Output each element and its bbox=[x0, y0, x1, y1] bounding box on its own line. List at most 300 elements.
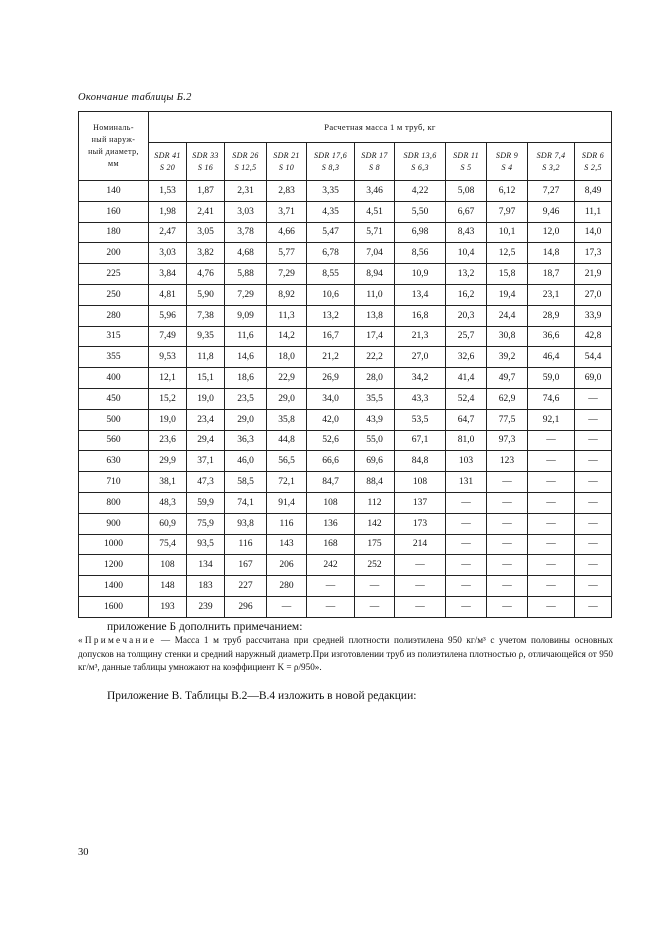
mass-cell: 4,68 bbox=[225, 243, 267, 264]
mass-cell: 23,1 bbox=[528, 284, 575, 305]
mass-cell: — bbox=[575, 513, 612, 534]
mass-cell: 183 bbox=[187, 576, 225, 597]
mass-cell: 59,0 bbox=[528, 368, 575, 389]
mass-cell: 18,6 bbox=[225, 368, 267, 389]
mass-cell: 22,2 bbox=[355, 347, 395, 368]
diameter-cell: 315 bbox=[79, 326, 149, 347]
mass-cell: 3,82 bbox=[187, 243, 225, 264]
mass-cell: 14,2 bbox=[267, 326, 307, 347]
mass-cell: 36,6 bbox=[528, 326, 575, 347]
sdr-column-header bbox=[355, 143, 395, 181]
mass-cell: 9,53 bbox=[149, 347, 187, 368]
mass-cell: 26,9 bbox=[307, 368, 355, 389]
diameter-cell: 1400 bbox=[79, 576, 149, 597]
mass-cell: 131 bbox=[446, 472, 487, 493]
mass-cell: 93,5 bbox=[187, 534, 225, 555]
mass-cell: 18,0 bbox=[267, 347, 307, 368]
diameter-cell: 280 bbox=[79, 305, 149, 326]
table-row bbox=[79, 409, 612, 430]
sdr-column-header bbox=[187, 143, 225, 181]
mass-cell: 123 bbox=[487, 451, 528, 472]
mass-cell: 35,8 bbox=[267, 409, 307, 430]
mass-cell: 10,4 bbox=[446, 243, 487, 264]
table-row bbox=[79, 264, 612, 285]
sdr-label: SDR 26 bbox=[232, 150, 259, 160]
diameter-cell: 900 bbox=[79, 513, 149, 534]
mass-cell: 108 bbox=[149, 555, 187, 576]
mass-cell: 112 bbox=[355, 492, 395, 513]
table-row bbox=[79, 388, 612, 409]
sdr-column-header bbox=[487, 143, 528, 181]
mass-cell: — bbox=[487, 596, 528, 617]
mass-cell: — bbox=[446, 596, 487, 617]
mass-cell: 13,2 bbox=[307, 305, 355, 326]
mass-cell: 75,9 bbox=[187, 513, 225, 534]
mass-cell: 280 bbox=[267, 576, 307, 597]
mass-cell: — bbox=[575, 492, 612, 513]
mass-cell: — bbox=[528, 534, 575, 555]
s-label: S 2,5 bbox=[584, 162, 602, 172]
mass-cell: 7,97 bbox=[487, 201, 528, 222]
s-label: S 12,5 bbox=[234, 162, 257, 172]
mass-cell: 22,9 bbox=[267, 368, 307, 389]
mass-cell: 60,9 bbox=[149, 513, 187, 534]
mass-cell: 5,90 bbox=[187, 284, 225, 305]
table-row bbox=[79, 596, 612, 617]
mass-cell: — bbox=[528, 596, 575, 617]
table-row bbox=[79, 347, 612, 368]
mass-cell: 175 bbox=[355, 534, 395, 555]
mass-cell: 4,22 bbox=[395, 181, 446, 202]
mass-cell: 21,9 bbox=[575, 264, 612, 285]
mass-cell: 84,8 bbox=[395, 451, 446, 472]
mass-cell: 4,76 bbox=[187, 264, 225, 285]
mass-cell: — bbox=[575, 596, 612, 617]
mass-cell: 242 bbox=[307, 555, 355, 576]
s-label: S 10 bbox=[278, 162, 295, 172]
mass-cell: 2,41 bbox=[187, 201, 225, 222]
mass-cell: 8,92 bbox=[267, 284, 307, 305]
mass-cell: 14,6 bbox=[225, 347, 267, 368]
mass-cell: 46,0 bbox=[225, 451, 267, 472]
mass-cell: 12,0 bbox=[528, 222, 575, 243]
mass-cell: 54,4 bbox=[575, 347, 612, 368]
mass-cell: 173 bbox=[395, 513, 446, 534]
mass-cell: 5,47 bbox=[307, 222, 355, 243]
diameter-cell: 355 bbox=[79, 347, 149, 368]
mass-cell: 16,2 bbox=[446, 284, 487, 305]
pipe-mass-table bbox=[78, 111, 612, 618]
diameter-cell: 630 bbox=[79, 451, 149, 472]
mass-cell: 23,5 bbox=[225, 388, 267, 409]
mass-cell: 24,4 bbox=[487, 305, 528, 326]
mass-cell: 62,9 bbox=[487, 388, 528, 409]
mass-cell: 84,7 bbox=[307, 472, 355, 493]
mass-cell: 193 bbox=[149, 596, 187, 617]
mass-cell: 13,4 bbox=[395, 284, 446, 305]
table-row bbox=[79, 451, 612, 472]
table-row bbox=[79, 243, 612, 264]
sdr-column-header bbox=[307, 143, 355, 181]
diameter-column-header: Номиналь- ный наруж- ный диаметр, мм bbox=[79, 112, 149, 181]
mass-cell: 16,8 bbox=[395, 305, 446, 326]
mass-cell: — bbox=[528, 451, 575, 472]
sdr-label: SDR 17,6 bbox=[313, 150, 348, 160]
mass-cell: 25,7 bbox=[446, 326, 487, 347]
mass-cell: 239 bbox=[187, 596, 225, 617]
mass-cell: 34,0 bbox=[307, 388, 355, 409]
mass-cell: 3,03 bbox=[149, 243, 187, 264]
mass-cell: 29,0 bbox=[225, 409, 267, 430]
mass-cell: 1,53 bbox=[149, 181, 187, 202]
mass-cell: 97,3 bbox=[487, 430, 528, 451]
mass-cell: — bbox=[446, 492, 487, 513]
table-row bbox=[79, 181, 612, 202]
mass-cell: 4,35 bbox=[307, 201, 355, 222]
mass-cell: 47,3 bbox=[187, 472, 225, 493]
mass-cell: 35,5 bbox=[355, 388, 395, 409]
mass-cell: 3,84 bbox=[149, 264, 187, 285]
mass-cell: — bbox=[446, 513, 487, 534]
note-paragraph bbox=[78, 634, 613, 675]
sdr-column-header bbox=[528, 143, 575, 181]
mass-cell: 52,4 bbox=[446, 388, 487, 409]
diameter-cell: 140 bbox=[79, 181, 149, 202]
mass-cell: 2,31 bbox=[225, 181, 267, 202]
s-label: S 4 bbox=[501, 162, 513, 172]
diameter-cell: 710 bbox=[79, 472, 149, 493]
mass-cell: 8,56 bbox=[395, 243, 446, 264]
s-label: S 6,3 bbox=[411, 162, 429, 172]
table-row bbox=[79, 326, 612, 347]
mass-cell: 108 bbox=[307, 492, 355, 513]
mass-cell: 28,9 bbox=[528, 305, 575, 326]
mass-cell: 7,29 bbox=[225, 284, 267, 305]
sdr-label: SDR 17 bbox=[361, 150, 388, 160]
mass-cell: 108 bbox=[395, 472, 446, 493]
mass-cell: 1,98 bbox=[149, 201, 187, 222]
sdr-column-header bbox=[149, 143, 187, 181]
mass-cell: 17,4 bbox=[355, 326, 395, 347]
mass-cell: 5,88 bbox=[225, 264, 267, 285]
mass-cell: 11,6 bbox=[225, 326, 267, 347]
mass-cell: 7,04 bbox=[355, 243, 395, 264]
table-caption: Окончание таблицы Б.2 bbox=[78, 92, 192, 103]
mass-cell: 21,2 bbox=[307, 347, 355, 368]
mass-cell: — bbox=[528, 513, 575, 534]
mass-cell: 116 bbox=[225, 534, 267, 555]
mass-cell: 48,3 bbox=[149, 492, 187, 513]
mass-cell: 142 bbox=[355, 513, 395, 534]
mass-cell: 23,6 bbox=[149, 430, 187, 451]
sdr-label: SDR 41 bbox=[154, 150, 181, 160]
mass-cell: — bbox=[575, 555, 612, 576]
table-row bbox=[79, 492, 612, 513]
mass-cell: 12,5 bbox=[487, 243, 528, 264]
mass-cell: — bbox=[355, 596, 395, 617]
mass-cell: 9,35 bbox=[187, 326, 225, 347]
table-row bbox=[79, 222, 612, 243]
mass-cell: 4,81 bbox=[149, 284, 187, 305]
sdr-label: SDR 7,4 bbox=[536, 150, 566, 160]
mass-cell: 167 bbox=[225, 555, 267, 576]
s-label: S 3,2 bbox=[542, 162, 560, 172]
mass-cell: 6,98 bbox=[395, 222, 446, 243]
mass-cell: 39,2 bbox=[487, 347, 528, 368]
mass-cell: 14,8 bbox=[528, 243, 575, 264]
mass-cell: 14,0 bbox=[575, 222, 612, 243]
sdr-column-header bbox=[225, 143, 267, 181]
s-label: S 20 bbox=[159, 162, 176, 172]
s-label: S 5 bbox=[460, 162, 472, 172]
mass-cell: — bbox=[575, 388, 612, 409]
mass-cell: — bbox=[395, 576, 446, 597]
diameter-cell: 225 bbox=[79, 264, 149, 285]
mass-cell: 168 bbox=[307, 534, 355, 555]
s-label: S 8 bbox=[369, 162, 380, 172]
s-label: S 16 bbox=[197, 162, 214, 172]
mass-cell: — bbox=[446, 534, 487, 555]
mass-cell: — bbox=[575, 409, 612, 430]
mass-cell: 17,3 bbox=[575, 243, 612, 264]
mass-cell: — bbox=[355, 576, 395, 597]
mass-cell: 3,05 bbox=[187, 222, 225, 243]
mass-cell: 38,1 bbox=[149, 472, 187, 493]
note-text: — Масса 1 м труб рассчитана при средней плотности полиэтилена 950 кг/м³ с учетом половины основных допусков на толщину стенки и средний наружный диаметр.При изготовлении труб из полиэтилена плотностью ρ, отличающейся от 950 кг/м³, данные таблицы умножают на коэффициент K = ρ/950». bbox=[78, 635, 613, 672]
mass-group-header: Расчетная масса 1 м труб, кг bbox=[149, 112, 612, 143]
diameter-cell: 200 bbox=[79, 243, 149, 264]
mass-cell: 134 bbox=[187, 555, 225, 576]
mass-cell: — bbox=[395, 555, 446, 576]
mass-cell: 3,71 bbox=[267, 201, 307, 222]
mass-cell: — bbox=[307, 596, 355, 617]
mass-cell: 7,49 bbox=[149, 326, 187, 347]
mass-cell: 148 bbox=[149, 576, 187, 597]
mass-cell: 296 bbox=[225, 596, 267, 617]
mass-cell: 88,4 bbox=[355, 472, 395, 493]
mass-cell: 214 bbox=[395, 534, 446, 555]
mass-cell: 69,6 bbox=[355, 451, 395, 472]
mass-cell: 15,8 bbox=[487, 264, 528, 285]
mass-cell: — bbox=[307, 576, 355, 597]
mass-cell: 3,46 bbox=[355, 181, 395, 202]
mass-cell: 4,51 bbox=[355, 201, 395, 222]
mass-cell: 10,6 bbox=[307, 284, 355, 305]
mass-cell: 1,87 bbox=[187, 181, 225, 202]
mass-cell: 92,1 bbox=[528, 409, 575, 430]
diameter-cell: 560 bbox=[79, 430, 149, 451]
mass-cell: 59,9 bbox=[187, 492, 225, 513]
mass-cell: — bbox=[267, 596, 307, 617]
diameter-cell: 500 bbox=[79, 409, 149, 430]
mass-cell: — bbox=[575, 451, 612, 472]
mass-cell: 23,4 bbox=[187, 409, 225, 430]
mass-cell: 9,46 bbox=[528, 201, 575, 222]
mass-cell: 58,5 bbox=[225, 472, 267, 493]
sdr-column-header bbox=[267, 143, 307, 181]
mass-cell: 103 bbox=[446, 451, 487, 472]
mass-cell: 43,3 bbox=[395, 388, 446, 409]
mass-cell: — bbox=[528, 430, 575, 451]
mass-cell: 36,3 bbox=[225, 430, 267, 451]
mass-cell: 10,1 bbox=[487, 222, 528, 243]
mass-cell: 44,8 bbox=[267, 430, 307, 451]
mass-cell: 3,78 bbox=[225, 222, 267, 243]
mass-cell: 252 bbox=[355, 555, 395, 576]
diameter-cell: 800 bbox=[79, 492, 149, 513]
mass-cell: 8,49 bbox=[575, 181, 612, 202]
table-row bbox=[79, 305, 612, 326]
mass-cell: 7,27 bbox=[528, 181, 575, 202]
mass-cell: 5,71 bbox=[355, 222, 395, 243]
sdr-label: SDR 33 bbox=[192, 150, 219, 160]
mass-cell: 28,0 bbox=[355, 368, 395, 389]
mass-cell: 52,6 bbox=[307, 430, 355, 451]
table-row bbox=[79, 534, 612, 555]
mass-cell: 46,4 bbox=[528, 347, 575, 368]
table-row bbox=[79, 284, 612, 305]
mass-cell: 53,5 bbox=[395, 409, 446, 430]
mass-cell: — bbox=[487, 555, 528, 576]
mass-cell: 16,7 bbox=[307, 326, 355, 347]
mass-cell: 19,0 bbox=[149, 409, 187, 430]
mass-cell: 9,09 bbox=[225, 305, 267, 326]
mass-cell: 33,9 bbox=[575, 305, 612, 326]
mass-cell: — bbox=[575, 576, 612, 597]
mass-cell: 6,78 bbox=[307, 243, 355, 264]
mass-cell: 7,29 bbox=[267, 264, 307, 285]
mass-cell: 19,0 bbox=[187, 388, 225, 409]
diameter-cell: 450 bbox=[79, 388, 149, 409]
mass-cell: 10,9 bbox=[395, 264, 446, 285]
mass-cell: 2,47 bbox=[149, 222, 187, 243]
mass-cell: 66,6 bbox=[307, 451, 355, 472]
mass-cell: 77,5 bbox=[487, 409, 528, 430]
mass-cell: 15,1 bbox=[187, 368, 225, 389]
mass-cell: 8,94 bbox=[355, 264, 395, 285]
table-row bbox=[79, 472, 612, 493]
mass-cell: — bbox=[575, 534, 612, 555]
mass-cell: 13,8 bbox=[355, 305, 395, 326]
mass-cell: 29,4 bbox=[187, 430, 225, 451]
mass-cell: 41,4 bbox=[446, 368, 487, 389]
diameter-cell: 400 bbox=[79, 368, 149, 389]
diameter-cell: 1600 bbox=[79, 596, 149, 617]
mass-cell: — bbox=[487, 513, 528, 534]
mass-cell: 137 bbox=[395, 492, 446, 513]
mass-cell: 3,35 bbox=[307, 181, 355, 202]
table-row bbox=[79, 368, 612, 389]
mass-cell: — bbox=[446, 576, 487, 597]
mass-cell: 91,4 bbox=[267, 492, 307, 513]
mass-cell: 42,0 bbox=[307, 409, 355, 430]
mass-cell: 74,1 bbox=[225, 492, 267, 513]
diameter-cell: 180 bbox=[79, 222, 149, 243]
mass-cell: 43,9 bbox=[355, 409, 395, 430]
mass-cell: 15,2 bbox=[149, 388, 187, 409]
mass-cell: — bbox=[528, 492, 575, 513]
mass-cell: 2,83 bbox=[267, 181, 307, 202]
paragraph-appendix-v: Приложение В. Таблицы В.2—В.4 изложить в новой редакции: bbox=[107, 690, 417, 702]
mass-cell: — bbox=[528, 576, 575, 597]
mass-cell: 11,3 bbox=[267, 305, 307, 326]
mass-cell: 19,4 bbox=[487, 284, 528, 305]
mass-cell: 116 bbox=[267, 513, 307, 534]
paragraph-addendum: приложение Б дополнить примечанием: bbox=[107, 621, 303, 633]
mass-cell: 27,0 bbox=[395, 347, 446, 368]
sdr-label: SDR 21 bbox=[273, 150, 300, 160]
sdr-column-header bbox=[446, 143, 487, 181]
mass-cell: 75,4 bbox=[149, 534, 187, 555]
sdr-label: SDR 11 bbox=[453, 150, 479, 160]
mass-cell: 3,03 bbox=[225, 201, 267, 222]
sdr-label: SDR 6 bbox=[581, 150, 605, 160]
mass-cell: 13,2 bbox=[446, 264, 487, 285]
mass-cell: 5,77 bbox=[267, 243, 307, 264]
mass-cell: 29,0 bbox=[267, 388, 307, 409]
mass-cell: 67,1 bbox=[395, 430, 446, 451]
diameter-cell: 1200 bbox=[79, 555, 149, 576]
mass-cell: 4,66 bbox=[267, 222, 307, 243]
mass-cell: 12,1 bbox=[149, 368, 187, 389]
mass-cell: 81,0 bbox=[446, 430, 487, 451]
mass-cell: 6,67 bbox=[446, 201, 487, 222]
sdr-column-header bbox=[395, 143, 446, 181]
table-row bbox=[79, 201, 612, 222]
sdr-label: SDR 13,6 bbox=[403, 150, 437, 160]
mass-cell: 32,6 bbox=[446, 347, 487, 368]
mass-cell: 72,1 bbox=[267, 472, 307, 493]
mass-cell: 30,8 bbox=[487, 326, 528, 347]
diameter-cell: 250 bbox=[79, 284, 149, 305]
mass-cell: 69,0 bbox=[575, 368, 612, 389]
mass-cell: 6,12 bbox=[487, 181, 528, 202]
mass-cell: — bbox=[487, 492, 528, 513]
mass-cell: — bbox=[487, 534, 528, 555]
mass-cell: 42,8 bbox=[575, 326, 612, 347]
mass-cell: 8,43 bbox=[446, 222, 487, 243]
mass-cell: 206 bbox=[267, 555, 307, 576]
mass-cell: 11,8 bbox=[187, 347, 225, 368]
mass-cell: 21,3 bbox=[395, 326, 446, 347]
sdr-label: SDR 9 bbox=[495, 150, 519, 160]
mass-cell: 49,7 bbox=[487, 368, 528, 389]
mass-cell: — bbox=[528, 555, 575, 576]
mass-cell: 5,50 bbox=[395, 201, 446, 222]
diameter-cell: 1000 bbox=[79, 534, 149, 555]
mass-cell: 11,1 bbox=[575, 201, 612, 222]
mass-cell: 64,7 bbox=[446, 409, 487, 430]
mass-cell: 56,5 bbox=[267, 451, 307, 472]
mass-cell: 20,3 bbox=[446, 305, 487, 326]
mass-cell: — bbox=[575, 472, 612, 493]
mass-cell: 143 bbox=[267, 534, 307, 555]
mass-cell: 55,0 bbox=[355, 430, 395, 451]
mass-cell: — bbox=[446, 555, 487, 576]
table-row bbox=[79, 430, 612, 451]
mass-cell: — bbox=[487, 472, 528, 493]
mass-cell: 27,0 bbox=[575, 284, 612, 305]
mass-cell: — bbox=[528, 472, 575, 493]
mass-cell: 136 bbox=[307, 513, 355, 534]
mass-cell: — bbox=[487, 576, 528, 597]
table-row bbox=[79, 513, 612, 534]
sdr-column-header bbox=[575, 143, 612, 181]
mass-cell: 7,38 bbox=[187, 305, 225, 326]
table-row bbox=[79, 576, 612, 597]
diameter-cell: 160 bbox=[79, 201, 149, 222]
mass-cell: — bbox=[395, 596, 446, 617]
